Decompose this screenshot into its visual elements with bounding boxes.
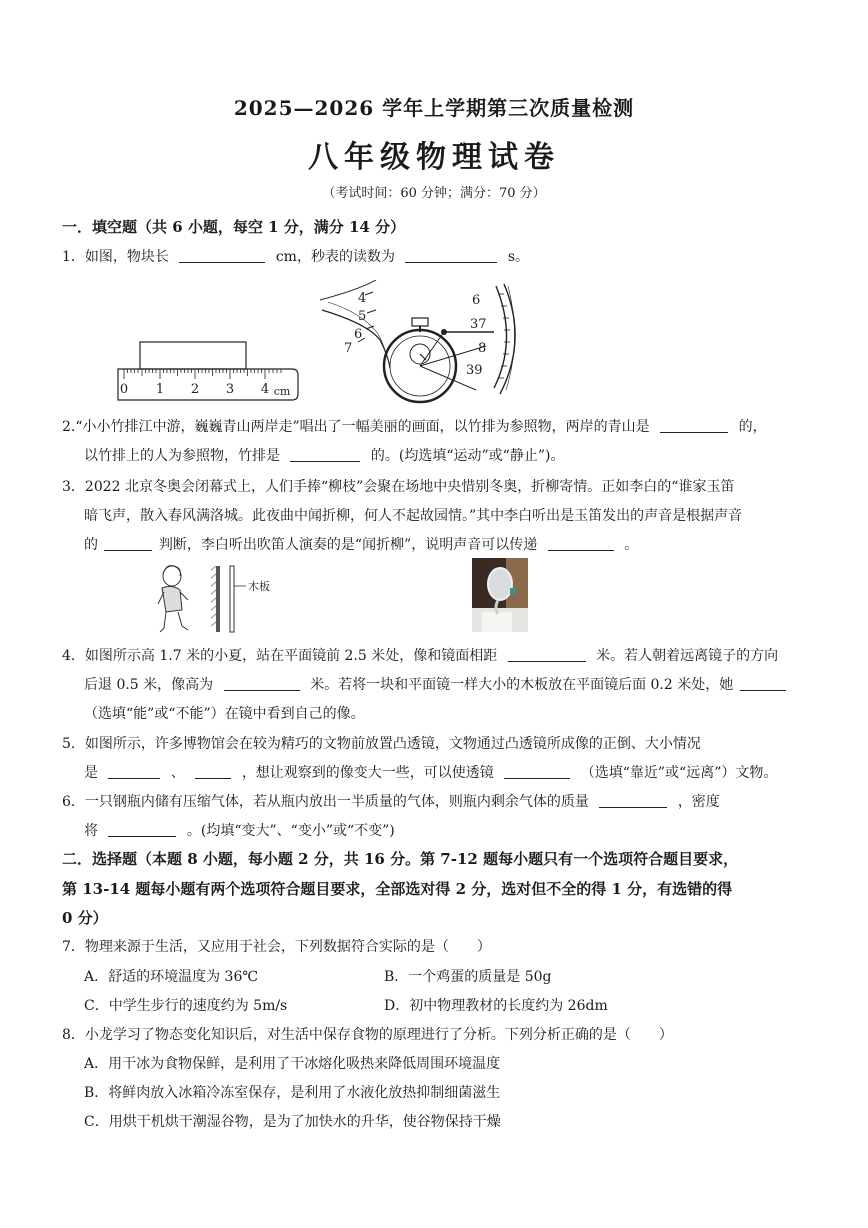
q8-option-b[interactable]: B．将鲜肉放入冰箱冷冻室保存，是利用了水液化放热抑制细菌滋生 [84, 1085, 501, 1101]
section-heading-choice-2: 第 13-14 题每小题有两个选项符合题目要求，全部选对得 2 分，选对但不全的得 1 分，有选错的得 [62, 880, 733, 898]
q1-text-a: 1．如图，物块长 [62, 249, 169, 265]
subject-title: 八年级物理试卷 [308, 140, 560, 175]
question-4-line-1 [62, 645, 778, 665]
exam-info: （考试时间：60 分钟；满分：70 分） [322, 186, 546, 201]
q7-option-a[interactable]: A．舒适的环境温度为 36℃ [84, 969, 259, 985]
q4-text-a: 4．如图所示高 1.7 米的小夏，站在平面镜前 2.5 米处，像和镜面相距 [62, 648, 498, 664]
question-2-line-2 [84, 445, 564, 465]
q2-text-c: 以竹排上的人为参照物，竹排是 [84, 448, 280, 464]
lens-icon [488, 568, 512, 600]
question-5-line-1: 5．如图所示，许多博物馆会在较为精巧的文物前放置凸透镜，文物通过凸透镜所成像的正倒、大小情况 [62, 736, 701, 752]
large-dial-mark-37: 37 [470, 317, 487, 332]
question-8-stem: 8．小龙学习了物态变化知识后，对生活中保存食物的原理进行了分析。下列分析正确的是（ ） [62, 1027, 673, 1043]
q6-text-d: 。(均填“变大”、“变小”或“不变”) [186, 823, 395, 839]
q5-text-c: 、 [170, 765, 185, 781]
q5-blank-direction[interactable] [504, 765, 570, 779]
q5-text-b: 是 [84, 765, 98, 781]
question-5-line-2 [84, 762, 777, 782]
ruler-label-0: 0 [119, 382, 129, 397]
large-dial-mark-39: 39 [466, 363, 483, 378]
stopwatch-figure [318, 280, 528, 408]
question-4-line-3: （选填“能”或“不能”）在镜中看到自己的像。 [84, 706, 365, 722]
q3-text-d: 判断，李白听出吹笛人演奏的是“闻折柳”，说明声音可以传递 [158, 537, 538, 553]
ruler-ticks [124, 369, 281, 379]
question-3-line-1: 3．2022 北京冬奥会闭幕式上，人们手捧“柳枝”会聚在场地中央惜别冬奥，折柳寄情。正如李白的“谁家玉笛 [62, 479, 735, 495]
mirror-figure [154, 562, 280, 636]
ruler-label-1: 1 [155, 382, 165, 397]
q4-blank-can-see[interactable] [740, 677, 786, 691]
q2-text-b: 的， [738, 419, 767, 435]
q1-text-c: s。 [507, 249, 530, 265]
q2-blank-raft[interactable] [290, 448, 360, 462]
exam-title: 2025—2026 学年上学期第三次质量检测 [233, 96, 635, 120]
q4-blank-distance[interactable] [508, 648, 586, 662]
q6-text-a: 6．一只钢瓶内储有压缩气体，若从瓶内放出一半质量的气体，则瓶内剩余气体的质量 [62, 794, 589, 810]
small-dial-mark-6: 6 [354, 327, 363, 342]
q6-text-c: 将 [84, 823, 98, 839]
large-dial-arc [494, 286, 507, 388]
board-label: 木板 [248, 580, 270, 593]
q8-option-a[interactable]: A．用干冰为食物保鲜，是利用了干冰熔化吸热来降低周围环境温度 [84, 1056, 501, 1072]
q4-blank-height[interactable] [224, 677, 300, 691]
ruler-label-4: 4 [260, 382, 270, 397]
question-1 [62, 246, 529, 266]
q2-text-d: 的。(均选填“运动”或“静止”)。 [370, 448, 565, 464]
question-4-line-2 [84, 674, 788, 694]
wood-board [230, 566, 234, 632]
q7-option-b[interactable]: B．一个鸡蛋的质量是 50g [384, 969, 552, 985]
q1-blank-stopwatch[interactable] [405, 249, 497, 263]
q4-text-d: 米。若将一块和平面镜一样大小的木板放在平面镜后面 0.2 米处，她 [310, 677, 734, 693]
q6-blank-density[interactable] [108, 823, 176, 837]
q4-text-b: 米。若人朝着远离镜子的方向 [596, 648, 779, 664]
ruler-figure [114, 338, 304, 406]
q3-text-e: 。 [624, 537, 639, 553]
q5-text-e: （选填“靠近”或“远离”）文物。 [580, 765, 778, 781]
question-3-line-3 [84, 534, 638, 554]
ruler-label-2: 2 [190, 382, 200, 397]
girl-illustration [158, 566, 188, 632]
q7-option-d[interactable]: D．初中物理教材的长度约为 26dm [384, 998, 608, 1014]
question-6-line-2 [84, 820, 395, 840]
block-rectangle [140, 342, 246, 369]
small-dial-mark-5: 5 [358, 309, 367, 324]
magnifier-photo [472, 558, 528, 632]
q3-blank-timbre[interactable] [104, 537, 152, 551]
q3-text-c: 的 [84, 537, 98, 553]
q6-blank-mass[interactable] [599, 794, 667, 808]
q4-text-c: 后退 0.5 米，像高为 [84, 677, 214, 693]
q5-blank-size[interactable] [195, 765, 231, 779]
large-dial-mark-8: 8 [478, 341, 487, 356]
ruler-label-3: 3 [225, 382, 235, 397]
q8-option-c[interactable]: C．用烘干机烘干潮湿谷物，是为了加快水的升华，使谷物保持干燥 [84, 1114, 501, 1130]
q2-text-a: 2.“小小竹排江中游，巍巍青山两岸走”唱出了一幅美丽的画面，以竹排为参照物，两岸的青山是 [62, 419, 650, 435]
section-heading-choice-3: 0 分） [62, 909, 108, 927]
q5-text-d: ，想让观察到的像变大一些，可以使透镜 [241, 765, 494, 781]
small-dial-mark-4: 4 [358, 291, 367, 306]
ruler-unit: cm [273, 385, 291, 398]
section-heading-choice-1: 二．选择题（本题 8 小题，每小题 2 分，共 16 分。第 7-12 题每小题只有一个选项符合题目要求， [62, 850, 739, 868]
small-dial-mark-7: 7 [344, 341, 353, 356]
large-dial-mark-6: 6 [472, 293, 481, 308]
q7-option-c[interactable]: C．中学生步行的速度约为 5m/s [84, 998, 288, 1014]
q6-text-b: ，密度 [677, 794, 720, 810]
question-6-line-1 [62, 791, 720, 811]
question-7-stem: 7．物理来源于生活，又应用于社会，下列数据符合实际的是（ ） [62, 939, 491, 955]
q5-blank-orientation[interactable] [108, 765, 160, 779]
q1-blank-length[interactable] [179, 249, 265, 263]
q3-blank-information[interactable] [548, 537, 614, 551]
ruler-body [118, 369, 298, 400]
q1-text-b: cm，秒表的读数为 [275, 249, 395, 265]
question-3-line-2: 暗飞声，散入春风满洛城。此夜曲中闻折柳，何人不起故园情。”其中李白听出是玉笛发出的声音是根据声音 [84, 508, 743, 524]
q2-blank-mountains[interactable] [660, 419, 728, 433]
question-2-line-1 [62, 416, 767, 436]
stopwatch-crown [412, 318, 428, 326]
section-heading-fill-blank: 一．填空题（共 6 小题，每空 1 分，满分 14 分） [62, 218, 406, 236]
plane-mirror [216, 566, 220, 632]
